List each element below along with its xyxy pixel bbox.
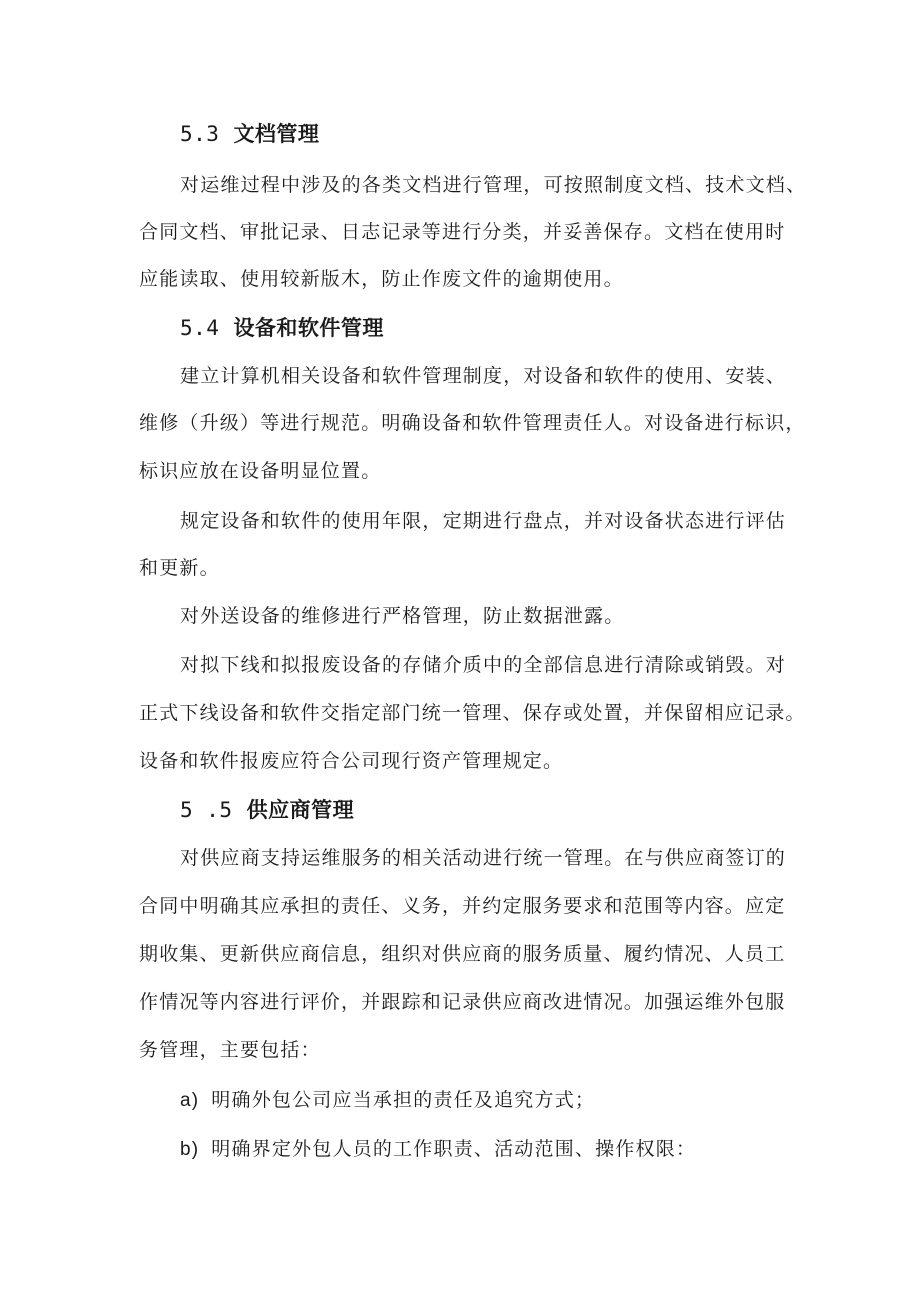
paragraph-line: 对外送设备的维修进行严格管理，防止数据泄露。	[180, 605, 625, 627]
list-item-b	[180, 1134, 696, 1161]
paragraph-line: 务管理，主要包括：	[139, 1039, 321, 1061]
section-number: 5.3	[180, 122, 220, 146]
paragraph-line: 标识应放在设备明显位置。	[139, 460, 382, 482]
paragraph-line: 对供应商支持运维服务的相关活动进行统一管理。在与供应商签订的	[180, 847, 787, 869]
paragraph-line: 对运维过程中涉及的各类文档进行管理，可按照制度文档、技术文档、	[180, 174, 807, 196]
section-number: 5.4	[180, 316, 220, 340]
paragraph-line: 合同中明确其应承担的责任、义务，并约定服务要求和范围等内容。应定	[139, 895, 786, 917]
section-title: 供应商管理	[246, 798, 355, 822]
section-heading-5-4	[180, 312, 384, 342]
paragraph-line: 作情况等内容进行评价，并跟踪和记录供应商改进情况。加强运维外包服	[139, 991, 786, 1013]
paragraph-line: 正式下线设备和软件交指定部门统一管理、保存或处置，并保留相应记录。	[139, 702, 806, 724]
paragraph-line: 对拟下线和拟报废设备的存储介质中的全部信息进行清除或销毁。对	[180, 654, 787, 676]
list-marker: b)	[180, 1139, 200, 1160]
section-heading-5-5	[180, 794, 354, 824]
list-item-a	[180, 1085, 595, 1112]
list-marker: a)	[180, 1090, 200, 1111]
section-title: 文档管理	[233, 122, 320, 146]
section-title: 设备和软件管理	[233, 316, 384, 340]
paragraph-line: 规定设备和软件的使用年限，定期进行盘点，并对设备状态进行评估	[180, 510, 787, 532]
paragraph-line: 期收集、更新供应商信息，组织对供应商的服务质量、履约情况、人员工	[139, 943, 786, 965]
section-number: 5 .5	[180, 798, 233, 822]
section-heading-5-3	[180, 118, 319, 148]
list-item-text: 明确界定外包人员的工作职责、活动范围、操作权限：	[211, 1138, 697, 1160]
paragraph-line: 设备和软件报废应符合公司现行资产管理规定。	[139, 750, 564, 772]
paragraph-line: 维修（升级）等进行规范。明确设备和软件管理责任人。对设备进行标识，	[139, 412, 806, 434]
paragraph-line: 和更新。	[139, 557, 220, 579]
paragraph-line: 建立计算机相关设备和软件管理制度，对设备和软件的使用、安装、	[180, 365, 787, 387]
paragraph-line: 合同文档、审批记录、日志记录等进行分类，并妥善保存。文档在使用时	[139, 221, 786, 243]
paragraph-line: 应能读取、使用较新版木，防止作废文件的逾期使用。	[139, 268, 624, 290]
list-item-text: 明确外包公司应当承担的责任及追究方式；	[211, 1089, 596, 1111]
